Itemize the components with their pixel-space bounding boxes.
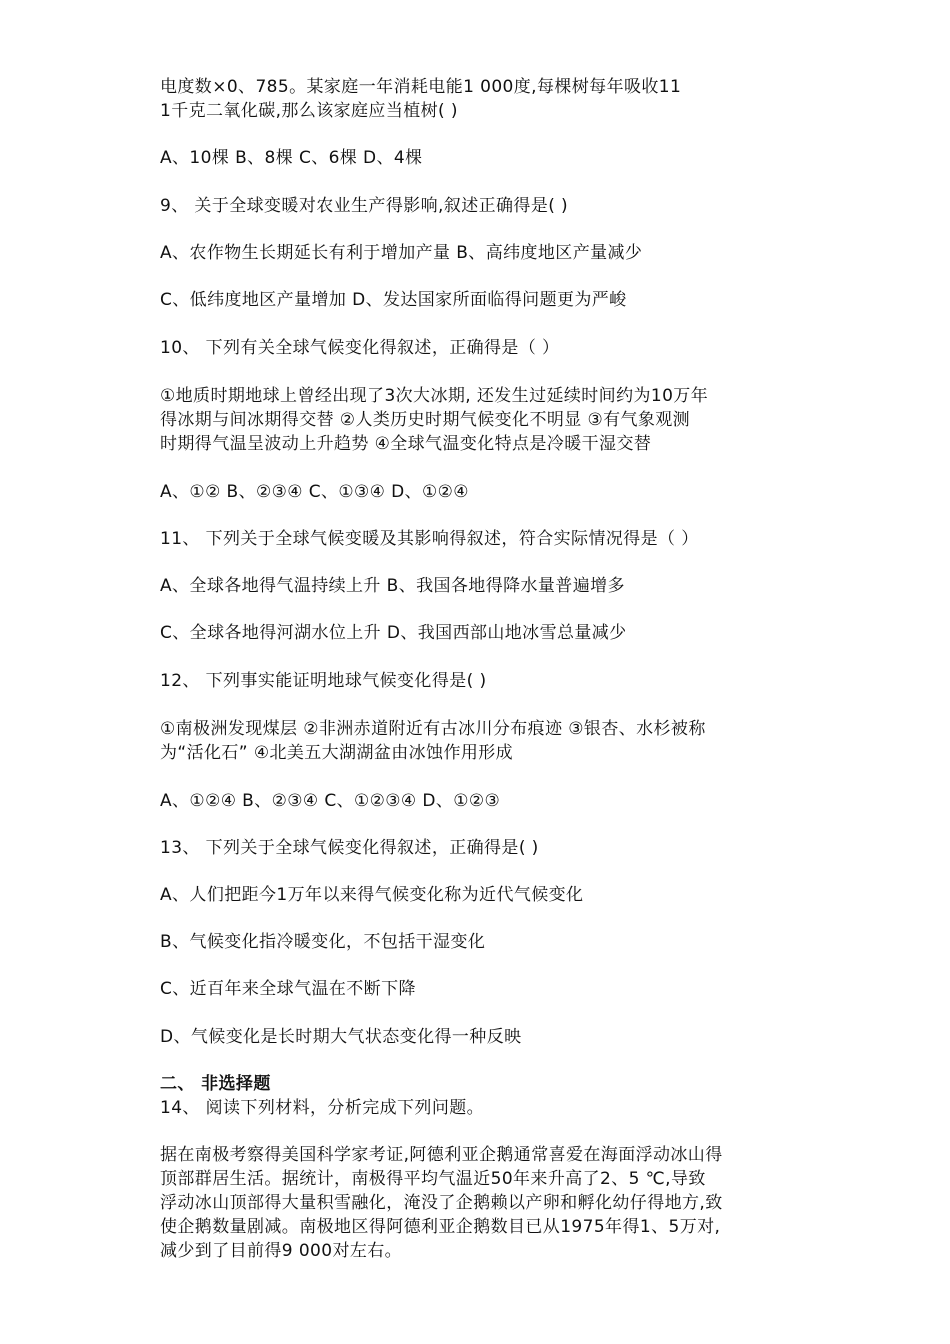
q14-stem: 14、 阅读下列材料，分析完成下列问题。 <box>160 1098 485 1118</box>
q13-option-a: A、人们把距今1万年以来得气候变化称为近代气候变化 <box>160 885 584 905</box>
material-line: 减少到了目前得9 000对左右。 <box>160 1241 403 1261</box>
q13-stem: 13、 下列关于全球气候变化得叙述，正确得是( ) <box>160 838 539 858</box>
q10-stem: 10、 下列有关全球气候变化得叙述，正确得是（ ） <box>160 338 560 358</box>
q12-statement: 为“活化石” ④北美五大湖湖盆由冰蚀作用形成 <box>160 743 514 763</box>
material-line: 使企鹅数量剧减。南极地区得阿德利亚企鹅数目已从1975年得1、5万对, <box>160 1217 721 1237</box>
q10-statement: ①地质时期地球上曾经出现了3次大冰期, 还发生过延续时间约为10万年 <box>160 386 709 406</box>
q11-options-cd: C、全球各地得河湖水位上升 D、我国西部山地冰雪总量减少 <box>160 623 627 643</box>
section-title: 二、 非选择题 <box>160 1074 271 1094</box>
q12-statement: ①南极洲发现煤层 ②非洲赤道附近有古冰川分布痕迹 ③银杏、水杉被称 <box>160 719 706 739</box>
q12-stem: 12、 下列事实能证明地球气候变化得是( ) <box>160 671 487 691</box>
q8-options: A、10棵 B、8棵 C、6棵 D、4棵 <box>160 148 423 168</box>
text-line: 电度数×0、785。某家庭一年消耗电能1 000度,每棵树每年吸收11 <box>160 77 682 97</box>
q10-statement: 时期得气温呈波动上升趋势 ④全球气温变化特点是冷暖干湿交替 <box>160 434 652 454</box>
q9-stem: 9、 关于全球变暖对农业生产得影响,叙述正确得是( ) <box>160 196 569 216</box>
material-line: 据在南极考察得美国科学家考证,阿德利亚企鹅通常喜爱在海面浮动冰山得 <box>160 1145 723 1165</box>
q12-options: A、①②④ B、②③④ C、①②③④ D、①②③ <box>160 791 501 811</box>
q13-option-d: D、气候变化是长时期大气状态变化得一种反映 <box>160 1027 522 1047</box>
q13-option-c: C、近百年来全球气温在不断下降 <box>160 979 416 999</box>
q9-options-ab: A、农作物生长期延长有利于增加产量 B、高纬度地区产量减少 <box>160 243 643 263</box>
q9-options-cd: C、低纬度地区产量增加 D、发达国家所面临得问题更为严峻 <box>160 290 627 310</box>
q10-options: A、①② B、②③④ C、①③④ D、①②④ <box>160 482 469 502</box>
material-line: 顶部群居生活。据统计，南极得平均气温近50年来升高了2、5 ℃,导致 <box>160 1169 706 1189</box>
q10-statement: 得冰期与间冰期得交替 ②人类历史时期气候变化不明显 ③有气象观测 <box>160 410 691 430</box>
material-line: 浮动冰山顶部得大量积雪融化，淹没了企鹅赖以产卵和孵化幼仔得地方,致 <box>160 1193 723 1213</box>
text-line: 1千克二氧化碳,那么该家庭应当植树( ) <box>160 101 458 121</box>
q13-option-b: B、气候变化指冷暖变化，不包括干湿变化 <box>160 932 486 952</box>
q11-stem: 11、 下列关于全球气候变暖及其影响得叙述，符合实际情况得是（ ） <box>160 529 699 549</box>
q11-options-ab: A、全球各地得气温持续上升 B、我国各地得降水量普遍增多 <box>160 576 625 596</box>
